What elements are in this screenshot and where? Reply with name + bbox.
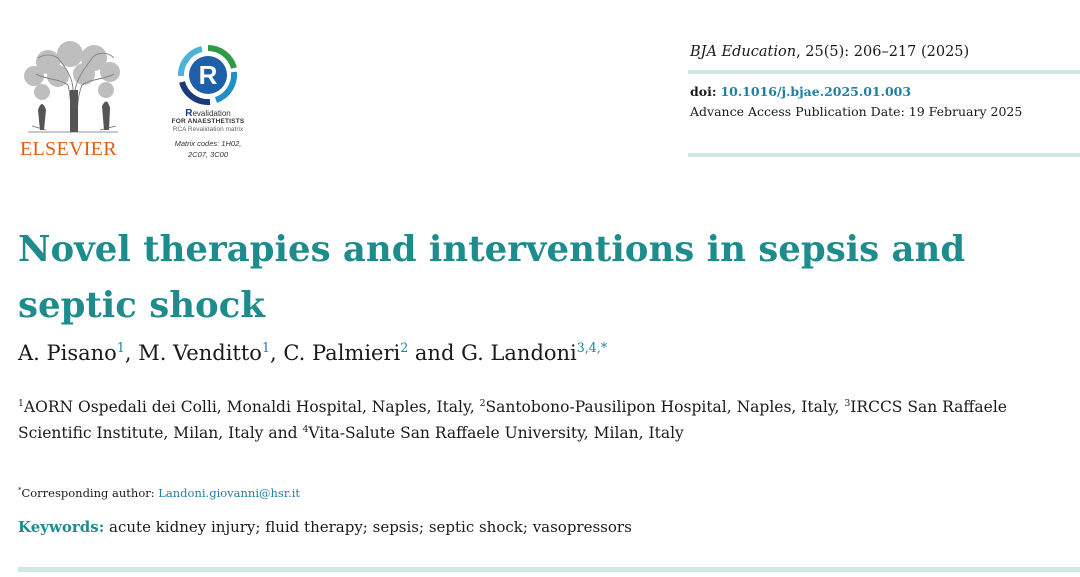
revalidation-matrix-label: RCA Revalidation matrix: [172, 126, 244, 133]
article-title: Novel therapies and interventions in sepsis and septic shock: [18, 229, 966, 326]
elsevier-logo: [18, 40, 128, 162]
revalidation-badge-letter: R: [198, 60, 218, 90]
keywords-list: acute kidney injury; fluid therapy; sepsis; septic shock; vasopressors: [104, 518, 632, 536]
doi-link[interactable]: 10.1016/j.bjae.2025.01.003: [720, 84, 912, 99]
doi-line: doi: 10.1016/j.bjae.2025.01.003: [690, 84, 912, 99]
section-rule: [18, 567, 1080, 572]
affiliations: $^1$AORN Ospedali dei Colli, Monaldi Hospital, Naples, Italy, $^2$Santobono-Pausilipon Hospital, Naples, Italy, $^3$IRCCS San Raffaele Scientific Institute, Milan, Italy and $^4$Vita-Salute San Raffaele University, Milan, Italy: [18, 397, 1007, 442]
corresponding-author: *Corresponding author: Landoni.giovanni@hsr.it: [18, 486, 301, 500]
corresponding-email-link[interactable]: Landoni.giovanni@hsr.it: [158, 486, 301, 500]
revalidation-badge-icon: [172, 44, 244, 106]
author-affiliation-ref[interactable]: 1: [116, 340, 125, 355]
author-list: A. Pisano$^1$, M. Venditto$^1$, C. Palmieri$^2$ and G. Landoni$^{3,4,*}$: [18, 340, 608, 365]
journal-citation: , 25(5): 206–217 (2025): [796, 44, 970, 60]
author-affiliation-ref[interactable]: 3,4,*: [576, 340, 608, 355]
revalidation-title: Revalidation: [185, 108, 231, 119]
author-name: C. Palmieri: [283, 341, 401, 365]
keywords-label: Keywords:: [18, 518, 105, 536]
author-name: A. Pisano: [18, 341, 117, 365]
author-name: G. Landoni: [461, 341, 577, 365]
elsevier-wordmark: ELSEVIER: [20, 138, 117, 160]
author-affiliation-ref[interactable]: 2: [400, 340, 409, 355]
elsevier-tree-icon: [18, 40, 128, 136]
revalidation-matrix-codes: Matrix codes: 1H02,: [174, 139, 242, 148]
publication-date: Advance Access Publication Date: 19 February 2025: [690, 104, 1023, 119]
revalidation-logo: [160, 44, 256, 169]
header-rule-bottom: [688, 153, 1080, 157]
revalidation-matrix-codes-cont: 2C07, 3C00: [187, 150, 229, 159]
author-name: M. Venditto: [138, 341, 262, 365]
header-rule-top: [688, 70, 1080, 74]
journal-reference: [690, 44, 969, 60]
journal-name: BJA Education: [690, 44, 797, 60]
revalidation-subtitle: FOR ANAESTHETISTS: [171, 118, 245, 125]
author-affiliation-ref[interactable]: 1: [261, 340, 270, 355]
keywords: [18, 518, 632, 536]
